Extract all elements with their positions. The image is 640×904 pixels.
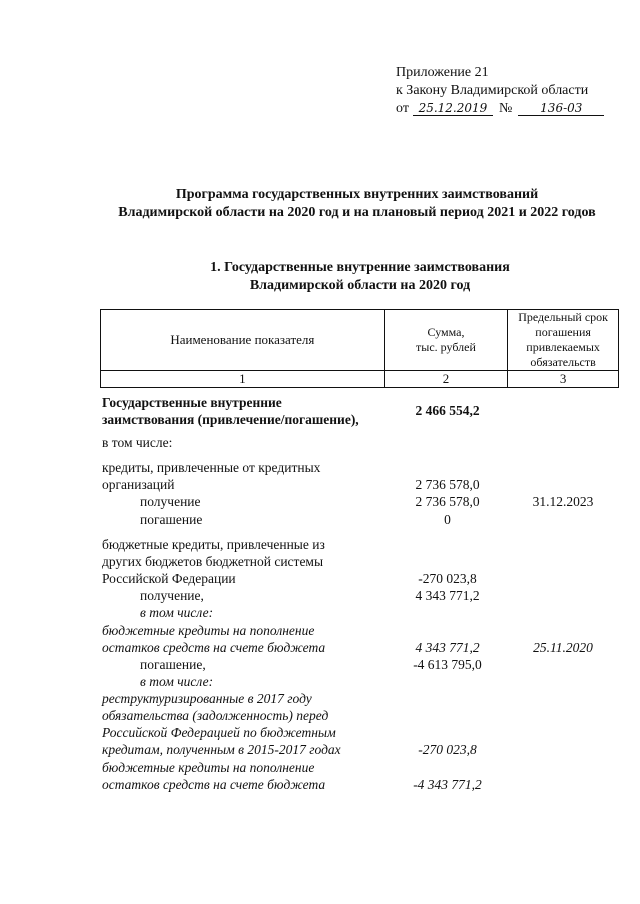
section-title-line-2: Владимирской области на 2020 год	[249, 278, 471, 293]
replenish-label-line-2: остатков средств на счете бюджета	[102, 640, 326, 655]
total-label-line-1: Государственные внутренние	[102, 395, 282, 410]
col-header-term-line-3: привлекаемых	[526, 340, 600, 354]
including-label: в том числе:	[102, 435, 173, 450]
budget-credits-label-line-2: других бюджетов бюджетной системы	[102, 554, 324, 569]
total-value: 2 466 554,2	[415, 403, 480, 418]
title-line-2: Владимирской области на 2020 год и на плановый период 2021 и 2022 годов	[118, 205, 596, 220]
replenish2-value: -4 343 771,2	[413, 777, 482, 792]
law-date-number	[396, 100, 604, 118]
document-title	[92, 186, 622, 222]
ot-label: от	[396, 101, 409, 116]
restructured-label-line-2: обязательства (задолженность) перед	[102, 708, 329, 723]
replenish2-label-line-2: остатков средств на счете бюджета	[102, 777, 326, 792]
budget-credits-label-line-1: бюджетные кредиты, привлеченные из	[102, 537, 325, 552]
appendix-header	[396, 64, 604, 118]
col-header-sum	[384, 310, 507, 371]
borrowing-table-header	[100, 309, 619, 388]
section-title	[100, 259, 620, 295]
restructured-value: -270 023,8	[418, 742, 477, 757]
handwritten-date: 25.12.2019	[413, 101, 493, 116]
restructured-label	[102, 690, 341, 758]
budget-repayment-label: погашение,	[140, 657, 206, 672]
col-number-3: 3	[508, 371, 619, 388]
col-header-term-line-1: Предельный срок	[518, 310, 608, 324]
credit-org-label-line-2: организаций	[102, 477, 175, 492]
budget-credits-label-line-3: Российской Федерации	[102, 571, 236, 586]
budget-receipt-label: получение,	[140, 588, 204, 603]
budget-credits-label	[102, 536, 325, 587]
col-header-term-line-2: погашения	[535, 325, 591, 339]
replenish2-label-line-1: бюджетные кредиты на пополнение	[102, 760, 315, 775]
budget-repayment-value: -4 613 795,0	[413, 657, 482, 672]
credit-org-repayment-value: 0	[444, 512, 451, 527]
law-reference: к Закону Владимирской области	[396, 83, 589, 98]
credit-org-repayment-label: погашение	[140, 512, 203, 527]
budget-receipt-value: 4 343 771,2	[415, 588, 480, 603]
col-header-sum-line-2: тыс. рублей	[416, 340, 476, 354]
replenish-term: 25.11.2020	[533, 640, 593, 655]
col-header-sum-line-1: Сумма,	[427, 325, 465, 339]
col-header-name: Наименование показателя	[101, 310, 385, 371]
credit-org-label	[102, 459, 320, 493]
col-number-1: 1	[101, 371, 385, 388]
title-line-1: Программа государственных внутренних заимствований	[175, 187, 539, 202]
appendix-label: Приложение 21	[396, 65, 489, 80]
credit-org-value: 2 736 578,0	[415, 477, 480, 492]
replenish2-label	[102, 759, 325, 793]
number-sign: №	[498, 101, 513, 116]
including-italic-1: в том числе:	[140, 605, 214, 620]
col-header-term	[508, 310, 619, 371]
restructured-label-line-4: кредитам, полученным в 2015-2017 годах	[102, 742, 341, 757]
col-number-2: 2	[384, 371, 507, 388]
replenish-value: 4 343 771,2	[415, 640, 480, 655]
budget-credits-value: -270 023,8	[418, 571, 477, 586]
handwritten-number: 136-03	[518, 101, 604, 116]
restructured-label-line-3: Российской Федерацией по бюджетным	[102, 725, 336, 740]
credit-org-receipt-label: получение	[140, 494, 201, 509]
credit-org-label-line-1: кредиты, привлеченные от кредитных	[102, 460, 321, 475]
col-header-term-line-4: обязательств	[530, 355, 596, 369]
including-italic-2: в том числе:	[140, 674, 214, 689]
credit-org-term: 31.12.2023	[532, 494, 594, 509]
replenish-label-line-1: бюджетные кредиты на пополнение	[102, 623, 315, 638]
credit-org-receipt-value: 2 736 578,0	[415, 494, 480, 509]
total-label	[102, 394, 359, 428]
replenish-label	[102, 622, 325, 656]
section-title-line-1: 1. Государственные внутренние заимствования	[210, 260, 510, 275]
restructured-label-line-1: реструктуризированные в 2017 году	[102, 691, 312, 706]
total-label-line-2: заимствования (привлечение/погашение),	[102, 412, 359, 427]
